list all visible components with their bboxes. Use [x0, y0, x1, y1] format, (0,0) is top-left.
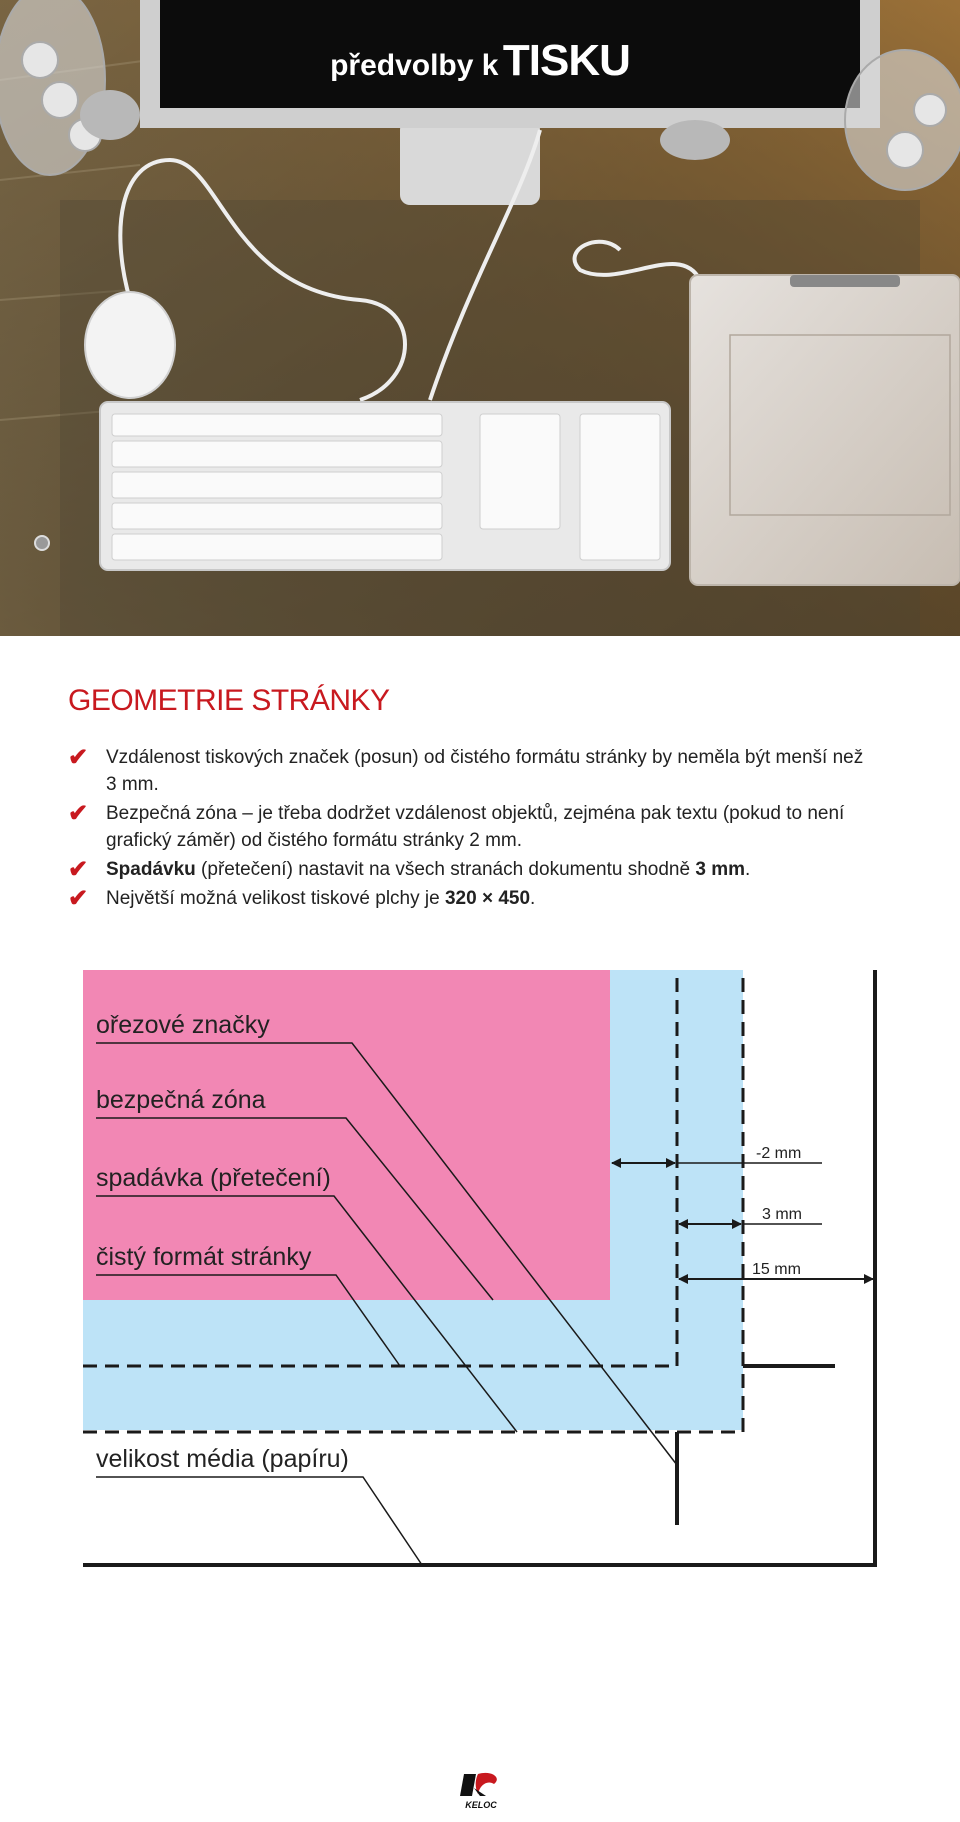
- label-bleed: spadávka (přetečení): [96, 1164, 331, 1192]
- check-icon: ✔: [68, 744, 89, 771]
- label-media: velikost média (papíru): [96, 1445, 349, 1473]
- bullet-text: Bezpečná zóna – je třeba dodržet vzdálenost objektů, zejména pak textu (pokud to není grafický záměr) od čistého formátu stránky 2 mm.: [106, 803, 845, 851]
- bullet-bold-term: Spadávku: [106, 859, 196, 880]
- bullet-text: Vzdálenost tiskových značek (posun) od čistého formátu stránky by neměla být menší než 3 mm.: [106, 747, 864, 795]
- bullet-bold-value: 3 mm: [695, 859, 745, 880]
- check-icon: ✔: [68, 800, 89, 827]
- bullet-text: Největší možná velikost tiskové plchy je: [106, 888, 445, 909]
- hero-title: [0, 36, 960, 86]
- label-crop-marks: ořezové značky: [96, 1011, 270, 1039]
- measure-crop-label: 15 mm: [752, 1261, 801, 1278]
- hero-title-prefix: předvolby k: [330, 49, 499, 82]
- page-geometry-diagram: [0, 960, 960, 1580]
- desk-illustration: [0, 0, 960, 636]
- hero-photo: [0, 0, 960, 636]
- svg-text:KELOC: KELOC: [465, 1800, 497, 1810]
- measure-safe-label: -2 mm: [756, 1145, 802, 1162]
- check-icon: ✔: [68, 856, 89, 883]
- measure-bleed-label: 3 mm: [762, 1206, 802, 1223]
- bullet-item: [68, 800, 878, 854]
- bullet-text: (přetečení) nastavit na všech stranách dokumentu shodně: [195, 859, 696, 880]
- label-trim: čistý formát stránky: [96, 1243, 312, 1271]
- bullet-list: [68, 744, 878, 914]
- bullet-bold-value: 320 × 450: [444, 888, 531, 909]
- keloc-logo: [458, 1770, 504, 1812]
- check-icon: ✔: [68, 885, 89, 912]
- bullet-item: [68, 744, 878, 798]
- bullet-item: [68, 856, 878, 883]
- section-title: GEOMETRIE STRÁNKY: [68, 684, 390, 717]
- bullet-text-end: .: [744, 859, 751, 880]
- bullet-item: [68, 885, 878, 912]
- label-safe-zone: bezpečná zóna: [96, 1086, 266, 1114]
- hero-title-main: TISKU: [502, 36, 630, 85]
- leader-media: [96, 1477, 422, 1565]
- bullet-text-end: .: [530, 888, 536, 909]
